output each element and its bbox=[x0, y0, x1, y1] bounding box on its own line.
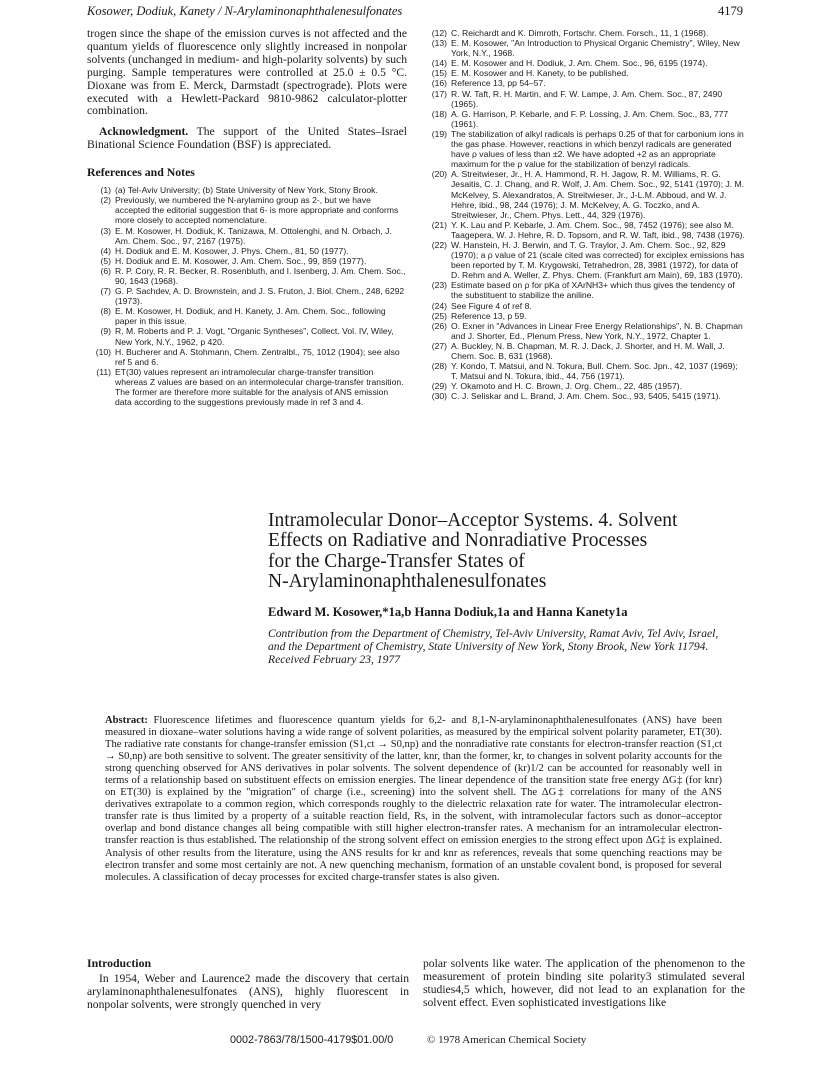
footer-copyright: © 1978 American Chemical Society bbox=[427, 1034, 587, 1046]
abstract bbox=[105, 715, 722, 884]
reference-text: E. M. Kosower, H. Dodiuk, and H. Kanety, J. Am. Chem. Soc., following paper in this issue. bbox=[115, 306, 386, 327]
reference-item bbox=[423, 38, 745, 58]
introduction-left bbox=[87, 972, 409, 1011]
abstract-paragraph bbox=[105, 715, 722, 884]
reference-text: Y. Kondo, T. Matsui, and N. Tokura, Bull. Chem. Soc. Jpn., 42, 1037 (1969); T. Matsui and N. Tokura, ibid., 44, 756 (1971). bbox=[451, 361, 738, 382]
reference-item bbox=[87, 306, 407, 326]
reference-item bbox=[87, 347, 407, 367]
reference-item bbox=[423, 28, 745, 38]
reference-text: Y. K. Lau and P. Kebarle, J. Am. Chem. Soc., 98, 7452 (1976); see also M. Taagepera, W. J. Hehre, R. D. Topsom, and R. W. Taft, ibid., 98, 7438 (1976). bbox=[451, 219, 745, 240]
reference-item bbox=[87, 226, 407, 246]
title-line: for the Charge-Transfer States of bbox=[268, 550, 525, 572]
reference-text: R. W. Taft, R. H. Martin, and F. W. Lampe, J. Am. Chem. Soc., 87, 2490 (1965). bbox=[451, 88, 723, 109]
reference-number: (23) bbox=[431, 280, 447, 291]
introduction-right bbox=[423, 957, 745, 1009]
reference-item bbox=[87, 195, 407, 225]
reference-number: (1) bbox=[100, 185, 111, 196]
reference-item bbox=[423, 109, 745, 129]
reference-text: H. Bucherer and A. Stohmann, Chem. Zentralbl., 75, 1012 (1904); see also ref 5 and 6. bbox=[115, 346, 400, 367]
reference-item bbox=[87, 185, 407, 195]
introduction-right-text: polar solvents like water. The application of the phenomenon to the measurement of protein binding site polarity3 stimulated several studies4,5 which, however, did not lead to an explanation for the solvent effect. Even sophisticated investigations like bbox=[423, 957, 745, 1009]
reference-text: Previously, we numbered the N-arylamino group as 2-, but we have accepted the editorial suggestion that 6- is more appropriate and conforms more closely to accepted nomenclature. bbox=[115, 195, 399, 226]
reference-number: (24) bbox=[431, 300, 447, 311]
references-heading: References and Notes bbox=[87, 165, 195, 180]
article-title bbox=[268, 511, 738, 593]
reference-number: (12) bbox=[431, 28, 447, 38]
reference-text: (a) Tel-Aviv University; (b) State University of New York, Stony Brook. bbox=[115, 185, 378, 196]
introduction-left-text: In 1954, Weber and Laurence2 made the discovery that certain arylaminonaphthalenesulfonates (ANS), highly fluorescent in nonpolar solvents, were strongly quenched in very bbox=[87, 972, 409, 1011]
reference-item bbox=[423, 341, 745, 361]
reference-item bbox=[423, 169, 745, 219]
reference-number: (22) bbox=[431, 239, 447, 250]
reference-number: (11) bbox=[96, 366, 111, 377]
reference-item bbox=[87, 256, 407, 266]
affiliation: Contribution from the Department of Chemistry, Tel-Aviv University, Ramat Aviv, Tel Aviv, Israel, and the Department of Chemistry, State University of New York, Stony Brook, New York 11794. Received February 23, 1977 bbox=[268, 626, 719, 667]
title-line: Intramolecular Donor–Acceptor Systems. 4. Solvent bbox=[268, 510, 678, 531]
reference-number: (9) bbox=[100, 326, 111, 337]
reference-number: (2) bbox=[100, 195, 111, 206]
reference-item bbox=[87, 286, 407, 306]
acknowledgment-text: The support of the United States–Israel Binational Science Foundation (BSF) is appreciated. bbox=[87, 125, 407, 152]
reference-item bbox=[423, 280, 745, 300]
reference-number: (7) bbox=[100, 286, 111, 297]
reference-item bbox=[87, 246, 407, 256]
reference-number: (10) bbox=[95, 346, 111, 357]
reference-number: (30) bbox=[431, 391, 447, 402]
reference-text: R. P. Cory, R. R. Becker, R. Rosenbluth, and I. Isenberg, J. Am. Chem. Soc., 90, 1643 (1968). bbox=[115, 265, 406, 286]
reference-text: E. M. Kosower and H. Kanety, to be published. bbox=[451, 68, 629, 79]
reference-item bbox=[423, 321, 745, 341]
reference-number: (25) bbox=[431, 310, 447, 321]
authors: Edward M. Kosower,*1a,b Hanna Dodiuk,1a and Hanna Kanety1a bbox=[268, 604, 628, 619]
reference-item bbox=[423, 311, 745, 321]
reference-number: (17) bbox=[431, 88, 447, 99]
reference-text: ET(30) values represent an intramolecular charge-transfer transition whereas Z values are based on an intermolecular charge-transfer transition. The former are therefore more suitable for the analysis of ANS emission data according to the suggestions previously made in ref 3 and 4. bbox=[115, 366, 404, 408]
reference-text: G. P. Sachdev, A. D. Brownstein, and J. S. Fruton, J. Biol. Chem., 248, 6292 (1973). bbox=[115, 286, 405, 307]
reference-text: H. Dodiuk and E. M. Kosower, J. Phys. Chem., 81, 50 (1977). bbox=[115, 245, 349, 256]
reference-item bbox=[423, 89, 745, 109]
reference-number: (16) bbox=[431, 78, 447, 89]
reference-text: A. G. Harrison, P. Kebarle, and F. P. Lossing, J. Am. Chem. Soc., 83, 777 (1961). bbox=[451, 108, 729, 129]
acknowledgment-label: Acknowledgment. bbox=[99, 125, 189, 139]
reference-text: Reference 13, p 59. bbox=[451, 310, 527, 321]
reference-number: (5) bbox=[100, 255, 111, 266]
reference-item bbox=[423, 220, 745, 240]
reference-text: C. J. Seliskar and L. Brand, J. Am. Chem. Soc., 93, 5405, 5415 (1971). bbox=[451, 391, 721, 402]
reference-text: E. M. Kosower, "An Introduction to Physical Organic Chemistry", Wiley, New York, N.Y., 1968. bbox=[451, 38, 740, 59]
reference-number: (26) bbox=[431, 320, 447, 331]
title-line: Effects on Radiative and Nonradiative Processes bbox=[268, 530, 648, 552]
reference-item bbox=[423, 129, 745, 169]
reference-list-right bbox=[423, 28, 745, 401]
reference-text: The stabilization of alkyl radicals is perhaps 0.25 of that for carbonium ions in the gas phase. However, reactions in which benzyl radicals are generated have ρ values of less than ±2. We have adopted +2 as an appropriate maximum for the ρ value for the stabilization of benzyl radicals. bbox=[451, 128, 744, 170]
reference-number: (21) bbox=[431, 219, 447, 230]
footer-code: 0002-7863/78/1500-4179$01.00/0 bbox=[230, 1034, 394, 1046]
reference-item bbox=[423, 361, 745, 381]
introduction-heading: Introduction bbox=[87, 956, 152, 970]
reference-text: Y. Okamoto and H. C. Brown, J. Org. Chem., 22, 485 (1957). bbox=[451, 381, 683, 392]
article-header bbox=[268, 511, 738, 666]
reference-item bbox=[87, 326, 407, 346]
reference-item bbox=[423, 301, 745, 311]
reference-list-left bbox=[87, 185, 407, 407]
reference-item bbox=[423, 78, 745, 88]
reference-text: See Figure 4 of ref 8. bbox=[451, 300, 532, 311]
reference-text: O. Exner in "Advances in Linear Free Energy Relationships", N. B. Chapman and J. Shorter, Ed., Plenum Press, New York, N.Y., 1972, Chapter 1. bbox=[451, 320, 743, 341]
continuation-paragraph: trogen since the shape of the emission curves is not affected and the quantum yields of fluorescence only slightly increased in nonpolar solvents (unchanged in medium- and high-polarity solvents) by such purging. Sample temperatures were controlled at 25.0 ± 0.5 °C. Dioxane was from E. Merck, Darmstadt (spectrograde). Plots were executed with a Hewlett-Packard 9810-9862 calculator-plotter combination. bbox=[87, 27, 407, 118]
reference-number: (14) bbox=[431, 58, 447, 69]
running-title: Kosower, Dodiuk, Kanety / N-Arylaminonaphthalenesulfonates bbox=[87, 4, 403, 18]
reference-number: (3) bbox=[100, 225, 111, 236]
reference-number: (28) bbox=[431, 361, 447, 372]
abstract-text: Fluorescence lifetimes and fluorescence quantum yields for 6,2- and 8,1-N-arylaminonaphthalenesulfonates (ANS) have been measured in dioxane–water solutions having a wide range of solvent polarities, as measured by the empirical solvent polarity parameter, ET(30). The radiative rate constants for change-transfer emission (S1,ct → S0,np) and the nonradiative rate constants for electron-transfer reaction (S1,ct → S0,np) are both sensitive to solvent. The greater sensitivity of the latter, knr, than the former, kr, to changes in solvent polarity accounts for the strong quenching observed for ANS derivatives in polar solvents. The solvent dependence of (kr)1/2 can be accounted for reasonably well in terms of a relationship based on substituent effects on emission energies. The linear dependence of the transition state free energy ΔG‡ (for knr) on ET(30) is explained by the "migration" of charge (i.e., screening) into the solvent shell. The ΔG‡ correlations for many of the ANS derivatives extrapolate to a common region, which corresponds roughly to the dielectric relaxation rate for water. The intramolecular electron-transfer rate is thus limited by a property of a suitable reaction field, Rs, in the solvent, with intramolecular factors such as donor–acceptor overlap and bond distance changes all being compatible with still higher electron-transfer rates. A mechanism for an intramolecular electron-transfer reaction is thus established. The relationship of the strong solvent effect on emission energies to the strong effect upon ΔG‡ is explained. Analysis of other results from the literature, using the ANS results for kr and knr as references, reveals that some quenching reactions may be electron transfer and some most certainly are not. A new quenching mechanism, formation of an unstable covalent bond, is proposed for several molecules. A classification of decay processes for excited charge-transfer states is also given. bbox=[105, 715, 723, 883]
reference-item bbox=[423, 58, 745, 68]
title-line: N-Arylaminonaphthalenesulfonates bbox=[268, 571, 547, 593]
right-column bbox=[423, 28, 745, 401]
reference-text: A. Buckley, N. B. Chapman, M. R. J. Dack, J. Shorter, and H. M. Wall, J. Chem. Soc. B, 631 (1968). bbox=[451, 340, 725, 361]
reference-number: (15) bbox=[431, 68, 447, 79]
abstract-label: Abstract: bbox=[105, 715, 148, 726]
reference-item bbox=[87, 367, 407, 407]
reference-number: (27) bbox=[431, 340, 447, 351]
page-number: 4179 bbox=[718, 4, 743, 18]
reference-text: H. Dodiuk and E. M. Kosower, J. Am. Chem. Soc., 99, 859 (1977). bbox=[115, 255, 367, 266]
reference-text: W. Hanstein, H. J. Berwin, and T. G. Traylor, J. Am. Chem. Soc., 92, 829 (1970); a ρ value of 21 (scale cited was corrected) for exciplex emissions has been reported by T. M. Krygowski, Tetrahedron, 28, 3981 (1972), for data of D. Rehm and A. Weller, Z. Phys. Chem. (Frankfurt am Main), 69, 183 (1970). bbox=[451, 239, 745, 281]
reference-number: (29) bbox=[431, 381, 447, 392]
reference-item bbox=[423, 68, 745, 78]
reference-text: R. M. Roberts and P. J. Vogt, "Organic Syntheses", Collect. Vol. IV, Wiley, New York, N.Y., 1962, p 420. bbox=[115, 326, 394, 347]
reference-item bbox=[87, 266, 407, 286]
reference-number: (8) bbox=[100, 306, 111, 317]
reference-item bbox=[423, 381, 745, 391]
reference-item bbox=[423, 391, 745, 401]
reference-number: (20) bbox=[431, 169, 447, 180]
reference-number: (19) bbox=[431, 128, 447, 139]
reference-text: E. M. Kosower and H. Dodiuk, J. Am. Chem. Soc., 96, 6195 (1974). bbox=[451, 58, 708, 69]
reference-text: Estimate based on ρ for pKa of XArNH3+ which thus gives the tendency of the substituent to stabilize the aniline. bbox=[451, 280, 735, 301]
left-column bbox=[87, 28, 407, 407]
reference-number: (4) bbox=[100, 245, 111, 256]
reference-text: E. M. Kosower, H. Dodiuk, K. Tanizawa, M. Ottolenghi, and N. Orbach, J. Am. Chem. Soc., 97, 2167 (1975). bbox=[115, 225, 392, 246]
reference-number: (6) bbox=[100, 265, 111, 276]
reference-number: (13) bbox=[431, 38, 447, 49]
reference-text: A. Streitwieser, Jr., H. A. Hammond, R. H. Jagow, R. M. Williams, R. G. Jesaitis, C. J. Chang, and R. Wolf, J. Am. Chem. Soc., 92, 5141 (1970); J. M. McKelvey, S. Alexandratos, A. Streitwieser, Jr., J-L.M. Abboud, and W. J. Hehre, ibid., 98, 244 (1976); J. M. McKelvey, A. G. Toczko, and A. Streitwieser, Jr., Chem. Phys. Lett., 44, 329 (1976). bbox=[451, 169, 745, 220]
reference-text: C. Reichardt and K. Dimroth, Fortschr. Chem. Forsch., 11, 1 (1968). bbox=[451, 28, 709, 38]
reference-text: Reference 13, pp 54–57. bbox=[451, 78, 546, 89]
acknowledgment bbox=[87, 126, 407, 152]
reference-number: (18) bbox=[431, 108, 447, 119]
reference-item bbox=[423, 240, 745, 280]
